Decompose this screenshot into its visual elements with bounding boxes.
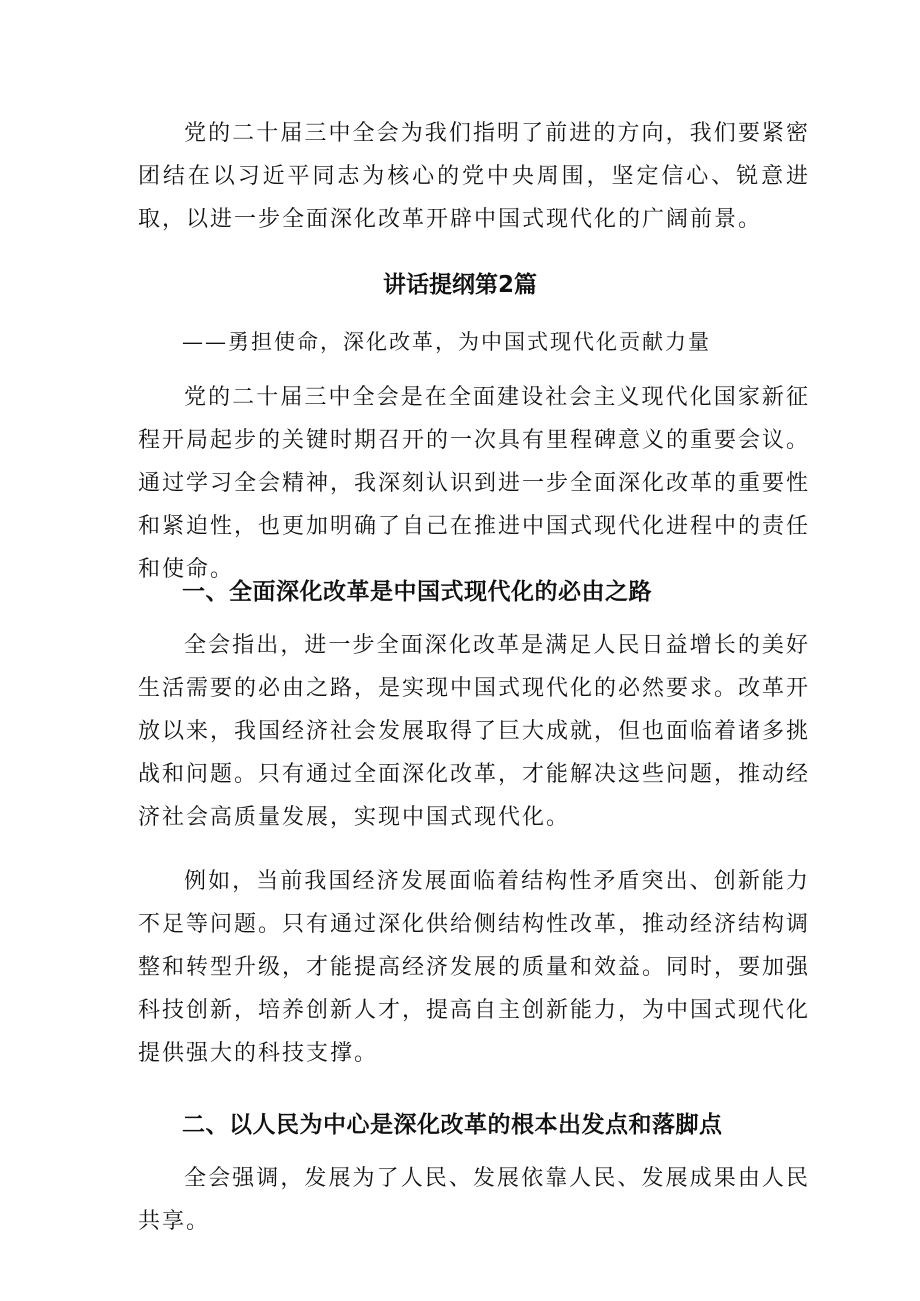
heading-two: 二、以人民为中心是深化改革的根本出发点和落脚点 (182, 1112, 723, 1138)
paragraph-meeting: 党的二十届三中全会是在全面建设社会主义现代化国家新征程开局起步的关键时期召开的一次具有里程碑意义的重要会议。通过学习全会精神，我深刻认识到进一步全面深化改革的重要性和紧迫性，也更加明确了自己在推进中国式现代化进程中的责任和使命。 (138, 385, 811, 582)
paragraph-reform: 全会指出，进一步全面深化改革是满足人民日益增长的美好生活需要的必由之路，是实现中国式现代化的必然要求。改革开放以来，我国经济社会发展取得了巨大成就，但也面临着诸多挑战和问题。只有通过全面深化改革，才能解决这些问题，推动经济社会高质量发展，实现中国式现代化。 (138, 633, 811, 830)
section-subtitle: ——勇担使命，深化改革，为中国式现代化贡献力量 (182, 330, 711, 354)
paragraph-people: 全会强调，发展为了人民、发展依靠人民、发展成果由人民共享。 (138, 1166, 810, 1234)
paragraph-example: 例如，当前我国经济发展面临着结构性矛盾突出、创新能力不足等问题。只有通过深化供给侧结构性改革，推动经济结构调整和转型升级，才能提高经济发展的质量和效益。同时，要加强科技创新，培养创新人才，提高自主创新能力，为中国式现代化提供强大的科技支撑。 (138, 869, 811, 1066)
section-title: 讲话提纲第2篇 (382, 272, 537, 298)
paragraph-intro: 党的二十届三中全会为我们指明了前进的方向，我们要紧密团结在以习近平同志为核心的党中央周围，坚定信心、锐意进取，以进一步全面深化改革开辟中国式现代化的广阔前景。 (138, 121, 810, 232)
heading-one: 一、全面深化改革是中国式现代化的必由之路 (182, 579, 652, 605)
